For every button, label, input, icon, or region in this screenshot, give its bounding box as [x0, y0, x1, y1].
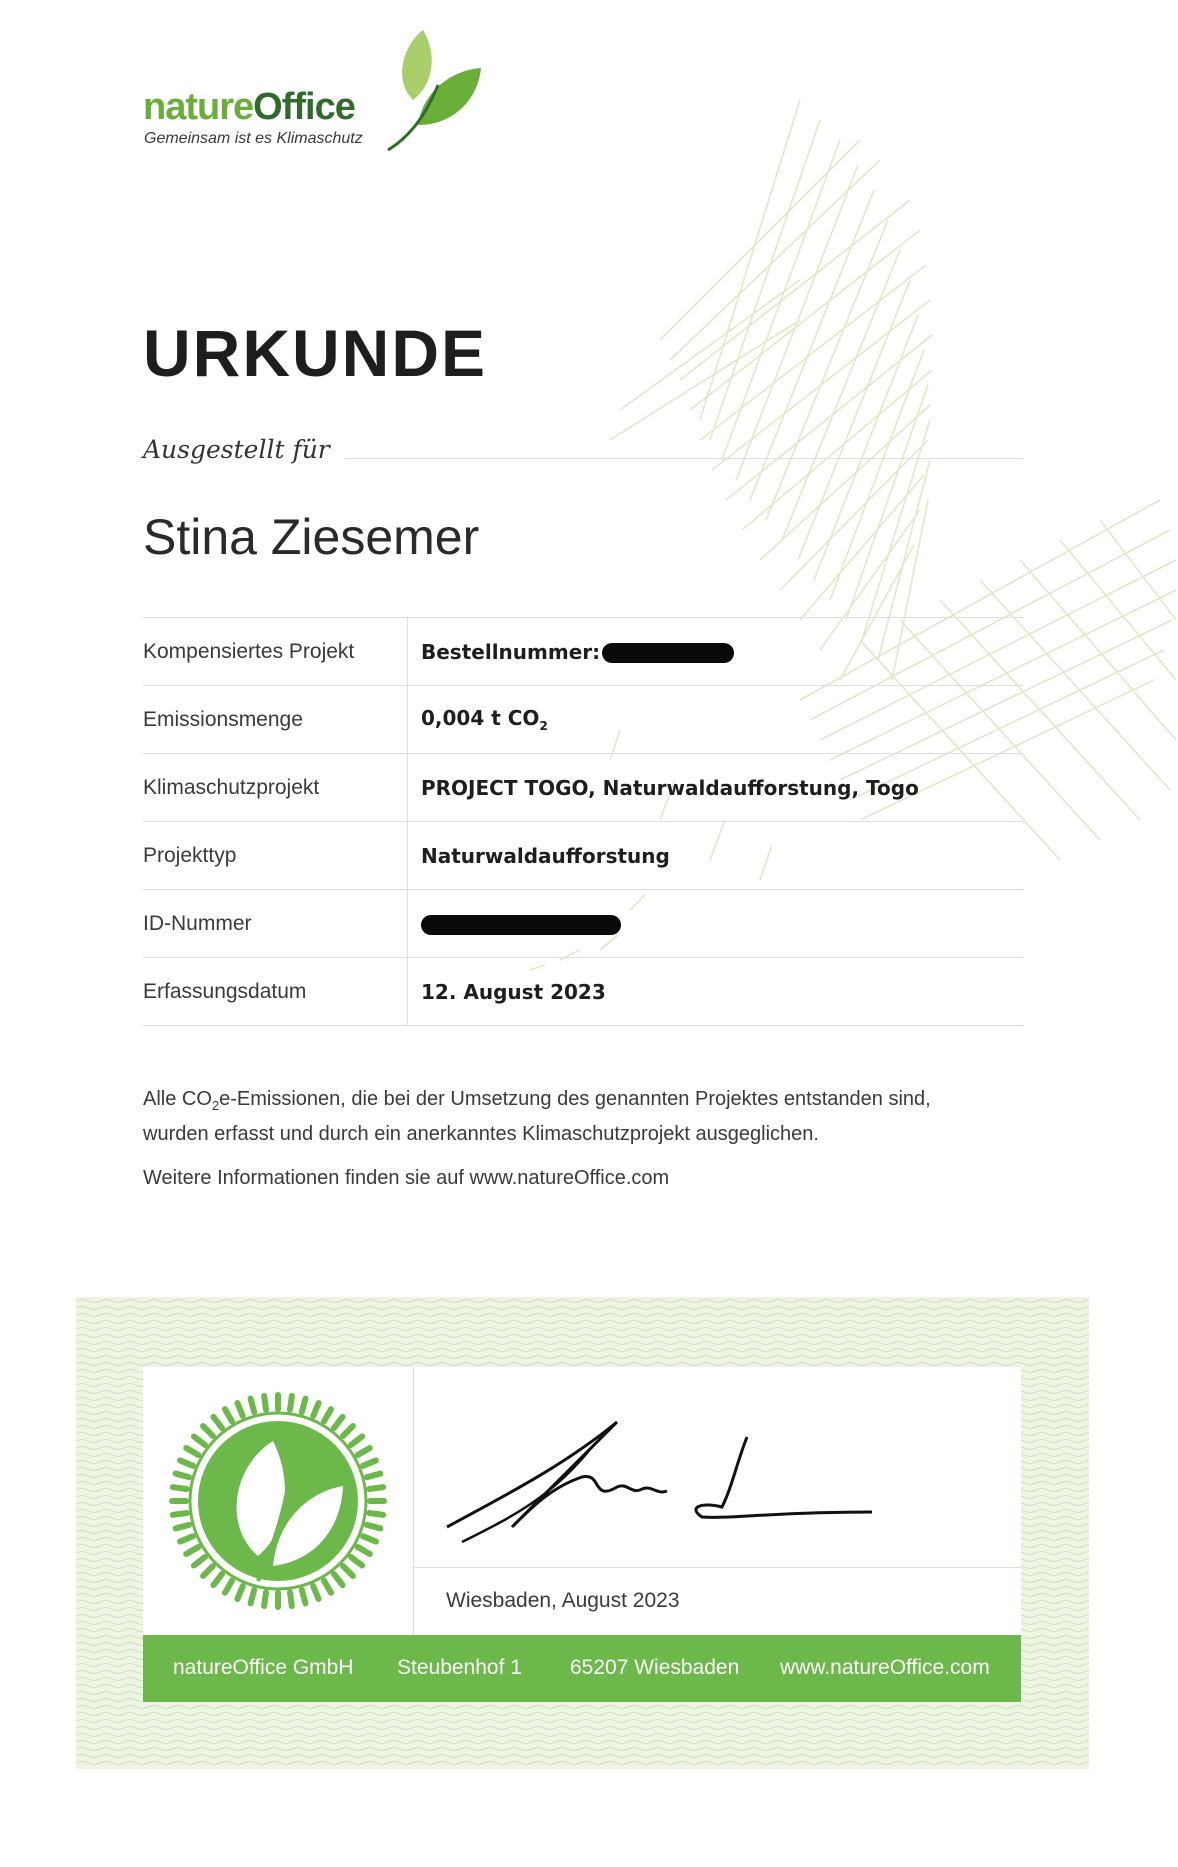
seal-edge-tick	[213, 1417, 222, 1428]
wave-line	[76, 1748, 1089, 1751]
seal-edge-tick	[203, 1566, 213, 1576]
signature-box	[143, 1367, 1021, 1702]
seal-edge-tick	[225, 1409, 232, 1421]
seal-edge-tick	[324, 1409, 331, 1421]
seal-edge-tick	[369, 1487, 383, 1489]
seal-cell	[143, 1367, 414, 1635]
detail-label: Klimaschutzprojekt	[143, 754, 408, 822]
logo-tagline: Gemeinsam ist es Klimaschutz	[144, 130, 363, 147]
table-row	[143, 618, 1023, 686]
seal-edge-tick	[324, 1581, 331, 1593]
wave-line	[76, 1321, 1089, 1324]
seal-edge-tick	[180, 1536, 193, 1541]
seal-edge-tick	[363, 1460, 376, 1465]
more-info-text: Weitere Informationen finden sie auf www.natureOffice.com	[143, 1167, 670, 1189]
seal-edge-tick	[225, 1581, 232, 1593]
seal-edge-tick	[313, 1586, 318, 1599]
seal-edge-tick	[180, 1460, 193, 1465]
statement-part-b: e-Emissionen, die bei der Umsetzung des genannten Projektes entstanden sind, wurden erfasst und durch ein anerkanntes Klimaschutzprojekt ausgeglichen.	[143, 1088, 931, 1145]
seal-edge-tick	[367, 1525, 381, 1529]
place-and-date: Wiesbaden, August 2023	[446, 1589, 680, 1612]
seal-edge-tick	[302, 1590, 306, 1604]
seal-edge-tick	[358, 1547, 370, 1554]
seal-edge-tick	[173, 1513, 187, 1515]
seal-edge-tick	[264, 1396, 266, 1410]
co2-subscript: 2	[539, 719, 548, 733]
details-table	[143, 617, 1023, 1026]
detail-value	[408, 686, 1024, 754]
redacted-order-number	[602, 643, 734, 663]
issued-divider	[345, 458, 1023, 459]
signature-icon	[442, 1407, 882, 1557]
certificate-title: URKUNDE	[143, 316, 487, 390]
detail-value	[408, 618, 1024, 686]
wave-line	[76, 1706, 1089, 1709]
table-row	[143, 686, 1023, 754]
seal-edge-tick	[343, 1426, 353, 1436]
seal-edge-tick	[251, 1399, 255, 1413]
seal-edge-tick	[334, 1417, 343, 1428]
wave-line	[76, 1349, 1089, 1352]
statement-subscript: 2	[211, 1098, 220, 1113]
seal-edge-tick	[186, 1547, 198, 1554]
seal-edge-tick	[237, 1586, 242, 1599]
seal-edge-tick	[313, 1403, 318, 1416]
logo-word-nature: nature	[143, 86, 254, 128]
wave-line	[76, 1762, 1089, 1765]
seal-edge-tick	[176, 1474, 190, 1478]
detail-value: 12. August 2023	[421, 979, 606, 1004]
table-row	[143, 958, 1023, 1026]
detail-value	[408, 890, 1024, 958]
seal-edge-tick	[194, 1436, 205, 1445]
order-number-label: Bestellnummer:	[421, 639, 601, 664]
wave-line	[76, 1307, 1089, 1310]
leaf-seal-icon	[163, 1386, 393, 1616]
seal-edge-tick	[186, 1448, 198, 1455]
seal-edge-tick	[351, 1436, 362, 1445]
seal-edge-tick	[203, 1426, 213, 1436]
statement-part-a: Alle CO	[143, 1088, 212, 1110]
seal-edge-tick	[173, 1487, 187, 1489]
wave-line	[76, 1335, 1089, 1338]
wave-line	[76, 1741, 1089, 1744]
detail-label: Kompensiertes Projekt	[143, 618, 408, 686]
recipient-name: Stina Ziesemer	[143, 509, 480, 565]
detail-label: ID-Nummer	[143, 890, 408, 958]
table-row	[143, 890, 1023, 958]
logo-wordmark	[143, 86, 355, 129]
table-row	[143, 822, 1023, 890]
seal-edge-tick	[251, 1590, 255, 1604]
wave-line	[76, 1727, 1089, 1730]
seal-edge-tick	[237, 1403, 242, 1416]
seal-edge-tick	[343, 1566, 353, 1576]
detail-value: PROJECT TOGO, Naturwaldaufforstung, Togo	[421, 775, 919, 800]
seal-edge-tick	[194, 1557, 205, 1566]
seal-edge-tick	[290, 1592, 292, 1606]
wave-line	[76, 1314, 1089, 1317]
wave-line	[76, 1356, 1089, 1359]
detail-value: Naturwaldaufforstung	[421, 843, 670, 868]
company-street: Steubenhof 1	[397, 1656, 522, 1679]
company-name: natureOffice GmbH	[173, 1656, 354, 1679]
seal-edge-tick	[367, 1474, 381, 1478]
compensation-statement	[143, 1085, 943, 1148]
leaf-logo-icon	[383, 30, 483, 155]
wave-line	[76, 1342, 1089, 1345]
seal-edge-tick	[176, 1525, 190, 1529]
detail-label: Erfassungsdatum	[143, 958, 408, 1026]
company-info-bar	[143, 1635, 1021, 1702]
seal-edge-tick	[334, 1574, 343, 1585]
issued-for-label: Ausgestellt für	[143, 435, 330, 464]
logo-word-office: Office	[253, 86, 355, 128]
wave-line	[76, 1328, 1089, 1331]
table-row	[143, 754, 1023, 822]
wave-line	[76, 1713, 1089, 1716]
seal-edge-tick	[290, 1396, 292, 1410]
emission-amount: 0,004 t CO	[421, 706, 540, 730]
natureoffice-logo	[143, 30, 473, 160]
wave-line	[76, 1300, 1089, 1303]
seal-edge-tick	[213, 1574, 222, 1585]
seal-edge-tick	[264, 1592, 266, 1606]
seal-edge-tick	[363, 1536, 376, 1541]
company-city: 65207 Wiesbaden	[570, 1656, 740, 1679]
seal-edge-tick	[358, 1448, 370, 1455]
detail-label: Emissionsmenge	[143, 686, 408, 754]
redacted-id-number	[421, 915, 621, 935]
seal-edge-tick	[351, 1557, 362, 1566]
wave-line	[76, 1720, 1089, 1723]
signature-cell	[414, 1367, 1021, 1568]
seal-edge-tick	[302, 1399, 306, 1413]
wave-line	[76, 1363, 1089, 1366]
wave-line	[76, 1734, 1089, 1737]
seal-edge-tick	[369, 1513, 383, 1515]
wave-line	[76, 1755, 1089, 1758]
detail-label: Projekttyp	[143, 822, 408, 890]
company-website[interactable]: www.natureOffice.com	[780, 1656, 990, 1679]
